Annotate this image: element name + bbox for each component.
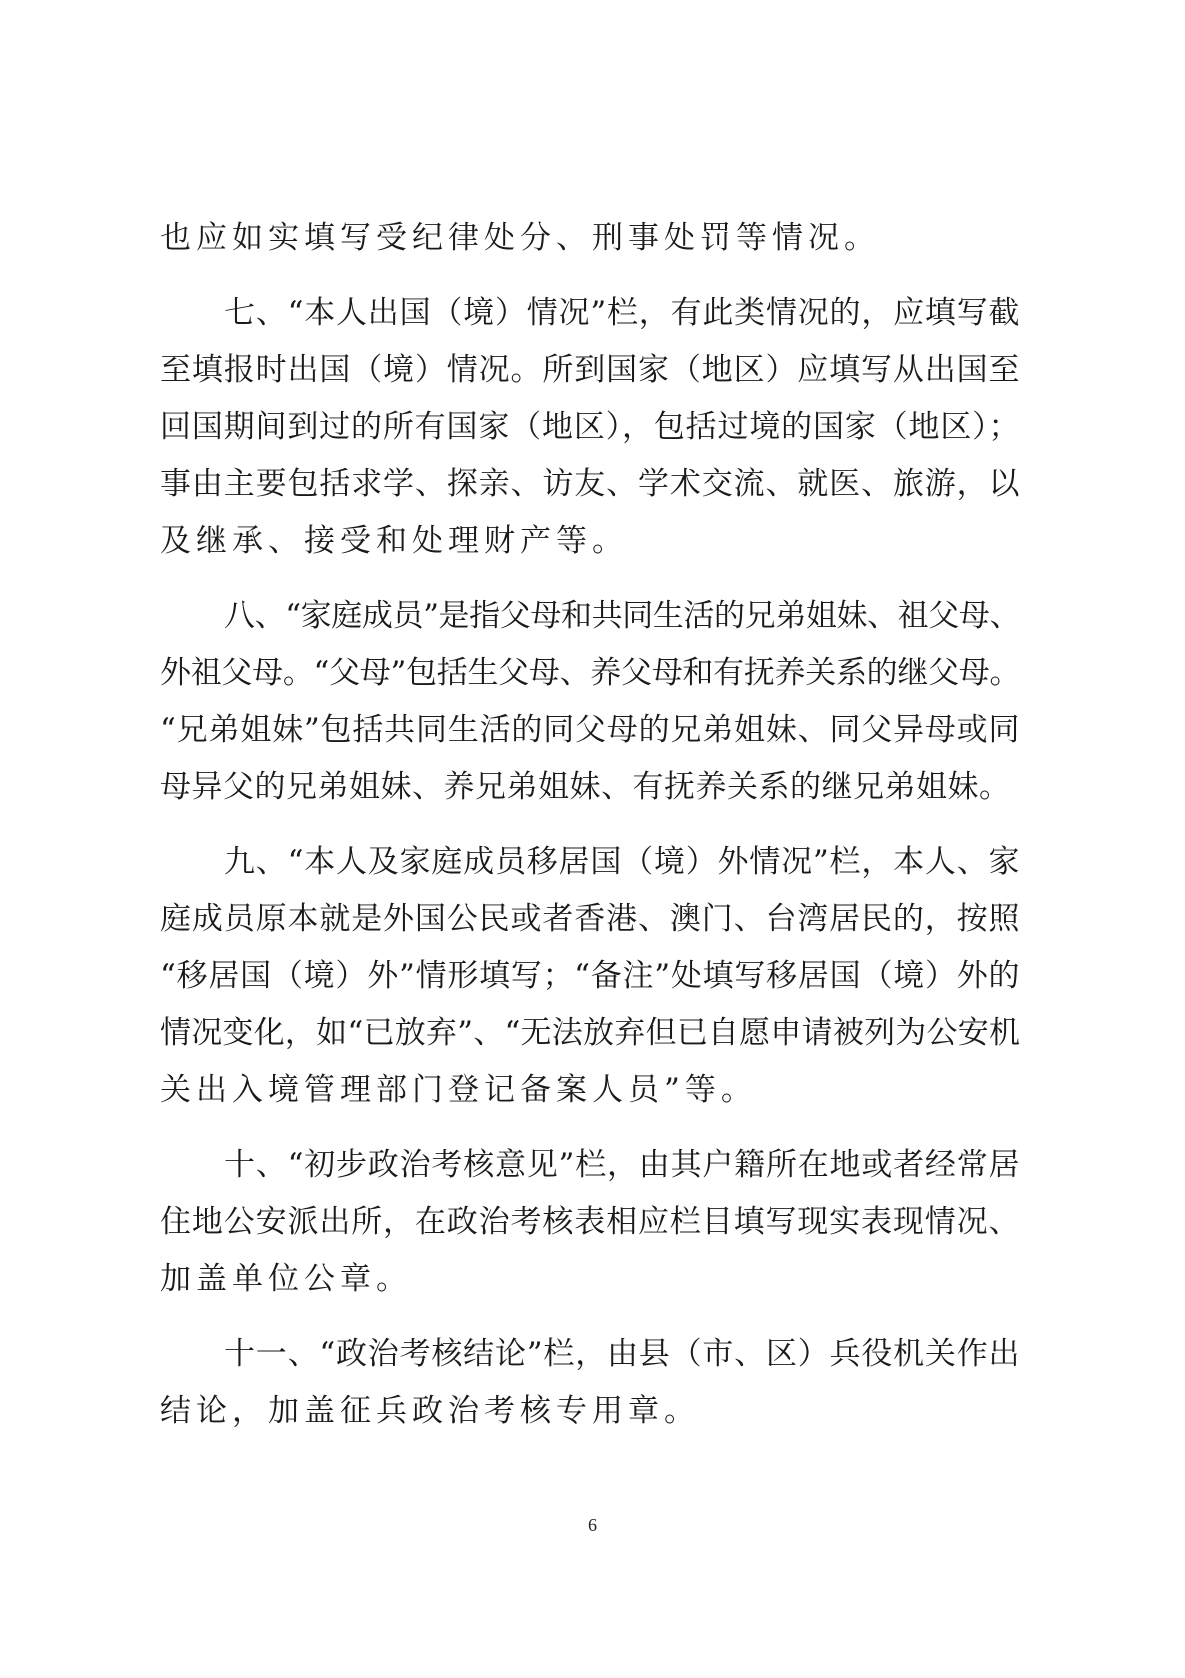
paragraph-item-7 — [160, 285, 1020, 570]
text-line: “移居国（境）外”情形填写；“备注”处填写移居国（境）外的 — [160, 958, 1020, 994]
text-line: 住地公安派出所，在政治考核表相应栏目填写现实表现情况、 — [160, 1204, 1020, 1240]
text-line: 至填报时出国（境）情况。所到国家（地区）应填写从出国至 — [160, 352, 1020, 388]
text-line: 庭成员原本就是外国公民或者香港、澳门、台湾居民的，按照 — [160, 901, 1020, 937]
text-line: 八、“家庭成员”是指父母和共同生活的兄弟姐妹、祖父母、 — [224, 598, 1020, 634]
text-line: 外祖父母。“父母”包括生父母、养父母和有抚养关系的继父母。 — [160, 655, 1020, 691]
text-line: “兄弟姐妹”包括共同生活的同父母的兄弟姐妹、同父异母或同 — [160, 712, 1020, 748]
paragraph-item-10 — [160, 1137, 1020, 1308]
page-number: 6 — [588, 1515, 597, 1535]
text-line: 回国期间到过的所有国家（地区），包括过境的国家（地区）； — [160, 409, 1020, 445]
text-line: 关出入境管理部门登记备案人员”等。 — [160, 1072, 757, 1108]
paragraph-item-11 — [160, 1326, 1020, 1440]
document-body — [160, 210, 1020, 1440]
paragraph-item-9 — [160, 834, 1020, 1119]
text-line: 九、“本人及家庭成员移居国（境）外情况”栏，本人、家 — [224, 844, 1020, 880]
paragraph-item-8 — [160, 588, 1020, 816]
text-line: 十、“初步政治考核意见”栏，由其户籍所在地或者经常居 — [224, 1147, 1020, 1183]
text-line: 也应如实填写受纪律处分、刑事处罚等情况。 — [160, 220, 880, 256]
paragraph-continuation — [160, 210, 1020, 267]
text-line: 结论，加盖征兵政治考核专用章。 — [160, 1393, 700, 1429]
text-line: 及继承、接受和处理财产等。 — [160, 523, 628, 559]
text-line: 事由主要包括求学、探亲、访友、学术交流、就医、旅游，以 — [160, 466, 1020, 502]
text-line: 十一、“政治考核结论”栏，由县（市、区）兵役机关作出 — [224, 1336, 1020, 1372]
text-line: 加盖单位公章。 — [160, 1261, 412, 1297]
text-line: 七、“本人出国（境）情况”栏，有此类情况的，应填写截 — [224, 295, 1020, 331]
text-line: 母异父的兄弟姐妹、养兄弟姐妹、有抚养关系的继兄弟姐妹。 — [160, 769, 1011, 805]
text-line: 情况变化，如“已放弃”、“无法放弃但已自愿申请被列为公安机 — [160, 1015, 1020, 1051]
